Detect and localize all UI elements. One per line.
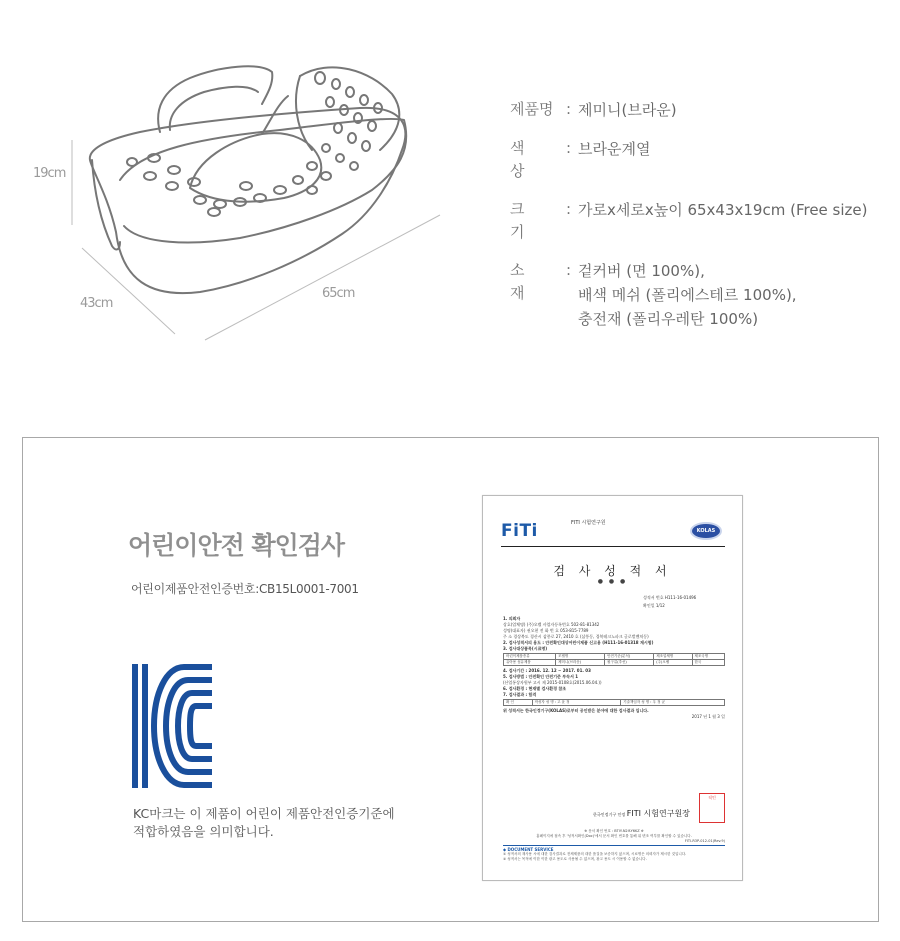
spec-colon: : [566, 200, 572, 218]
spec-colon: : [566, 261, 572, 279]
table-cell: 제조국명 [692, 654, 724, 660]
table-cell: 한국 [692, 660, 724, 666]
kc-description-line: 적합하였음을 의미합니다. [133, 824, 274, 839]
report-org-name: FITI 시험연구원 [571, 520, 606, 526]
report-meta-line: 성적서 번호 H111-16-01496 [643, 595, 697, 600]
spec-label: 제품명 [510, 100, 554, 118]
table-cell: 기술책임자 성 명 : 우 정 균 [621, 700, 725, 706]
spec-label: 색 상 [510, 139, 540, 180]
spec-value-line: 겉커버 (면 100%), [578, 262, 705, 280]
spec-value-line: 브라운계열 [578, 140, 651, 158]
table-cell: 제미니(브라운) [556, 660, 605, 666]
table-row [504, 660, 725, 666]
report-line: 3. 검사대상품목(시료명) [503, 646, 548, 651]
report-line: 성명(대표자) 권오현 전 화 번 호 053-815-7789 [503, 628, 589, 633]
table-cell: 안전기준(분석) [605, 654, 654, 660]
spec-value [578, 198, 890, 244]
spec-value [578, 137, 890, 183]
report-line: 6. 검사환경 : 현재별 검사환경 참조 [503, 686, 567, 691]
spec-value-line: 가로x세로x높이 65x43x19cm (Free size) [578, 201, 868, 219]
report-title-dots: ● ● ● [597, 578, 628, 585]
report-body [503, 616, 725, 720]
report-date: 2017 년 1 월 3 일 [691, 714, 725, 719]
report-meta [643, 594, 696, 610]
table-cell: 모델명 [556, 654, 605, 660]
dimension-height-label: 19cm [33, 166, 66, 181]
dimension-width-label: 65cm [322, 286, 355, 301]
spec-row-color [510, 137, 890, 183]
report-footer-rule [503, 845, 725, 846]
table-cell: 유아용 섬유제품 [504, 660, 556, 666]
fiti-logo: FiTi [501, 521, 538, 541]
report-line: 주 소 경상북도 경산시 삼풍로 27, 2410 호 (삼풍동, 경북테크노파크 글로벌벤처동) [503, 634, 649, 639]
report-meta-line: 확인일 1/12 [643, 603, 665, 608]
spec-label: 소 재 [510, 261, 540, 302]
kolas-badge-icon: KOLAS [690, 522, 722, 540]
certification-heading: 어린이안전 확인검사 [128, 531, 345, 560]
report-fine-print: ① 성적서의 재사용 시에 대한 검사결과로 전체제품의 대한 품질을 보증하지 않으며, 시료명은 의뢰자가 제시한 것입니다. [503, 852, 687, 856]
test-report-document [482, 495, 743, 881]
certification-panel [22, 437, 879, 922]
report-bottom [503, 829, 725, 862]
report-fine-print: ② 성적서는 목적에 이한 이한 광고 용도로 사용될 수 없으며, 광고 용도 시 이용할 수 없습니다. [503, 857, 647, 861]
report-line: 5. 검사방법 : 안전확인 안전기준 부속서 1 [503, 674, 579, 679]
spec-colon: : [566, 100, 572, 118]
certification-number: 어린이제품안전인증번호:CB15L0001-7001 [131, 582, 359, 596]
table-cell: 원구류(추선) [605, 660, 654, 666]
spec-colon: : [566, 139, 572, 157]
dimension-depth-label: 43cm [80, 296, 113, 311]
report-bottom-line: 홈페이지에 접속 후 '성적서확인(Doc)'에서 문서 확인 번호를 통해 위 변조 여부를 확인할 수 있습니다. [536, 834, 692, 838]
report-footer-code: FITI-R3P-012-01(Rev.9) [684, 839, 725, 843]
report-header-rule [501, 546, 725, 547]
report-title: 검 사 성 적 서 [553, 564, 672, 578]
spec-value [578, 259, 890, 331]
spec-value [578, 98, 890, 122]
table-cell: 작성자 성 명 : 고 윤 정 [532, 700, 621, 706]
spec-row-material [510, 259, 890, 331]
document-service-label: ◆ DOCUMENT SERVICE [503, 847, 554, 852]
report-line: 4. 검사기간 : 2016. 12. 12 ~ 2017. 01. 03 [503, 668, 591, 673]
spec-value-line: 배색 메쉬 (폴리에스테르 100%), [578, 286, 797, 304]
report-signer-prefix: 한국인정기구 인정 [593, 812, 626, 817]
spec-row-size [510, 198, 890, 244]
spec-value-line: 충전재 (폴리우레탄 100%) [578, 310, 759, 328]
report-line: 1. 의뢰자 [503, 616, 521, 621]
report-confirm-table [503, 699, 725, 706]
table-row [504, 700, 725, 706]
report-signer [593, 808, 690, 819]
report-product-table [503, 653, 725, 666]
official-seal-stamp: 직인 [699, 793, 725, 823]
report-line: 상호(업체명) (주)오벨 사업자등록번호 502-81-81342 [503, 622, 600, 627]
spec-label: 크 기 [510, 200, 540, 241]
table-cell: 확 인 [504, 700, 533, 706]
table-cell: 제조업체명 [654, 654, 692, 660]
report-line: 2. 검사성적서의 용도 : 안전확인대상어린이제품 신고용 (H111-16-01318 재시험) [503, 640, 654, 645]
product-specs [510, 98, 890, 346]
report-line: 7. 검사결과 : 합격 [503, 692, 537, 697]
report-signer-name: FITI 시험연구원장 [626, 809, 690, 818]
product-illustration [0, 0, 470, 370]
report-bottom-line: ※ 문서 확인 번호 : BTIY-N2If-Y6KZ ※ [584, 829, 644, 833]
cushion-drawing [0, 0, 470, 370]
report-note: 위 성적서는 한국인정기구(KOLAS)로부터 공인받은 분야에 대한 검사결과 입니다. [503, 708, 649, 713]
spec-value-line: 제미니(브라운) [578, 101, 677, 119]
kc-description-line: KC마크는 이 제품이 어린이 제품안전인증기준에 [133, 806, 395, 821]
kc-mark-icon [132, 664, 212, 788]
kc-description [133, 805, 395, 841]
spec-row-name [510, 98, 890, 122]
table-cell: (주)오벨 [654, 660, 692, 666]
table-cell: 어린이제품종류 [504, 654, 556, 660]
report-line: (산업통상자원부 고시 제 2015-0108호(2015.06.04.)) [503, 680, 602, 685]
